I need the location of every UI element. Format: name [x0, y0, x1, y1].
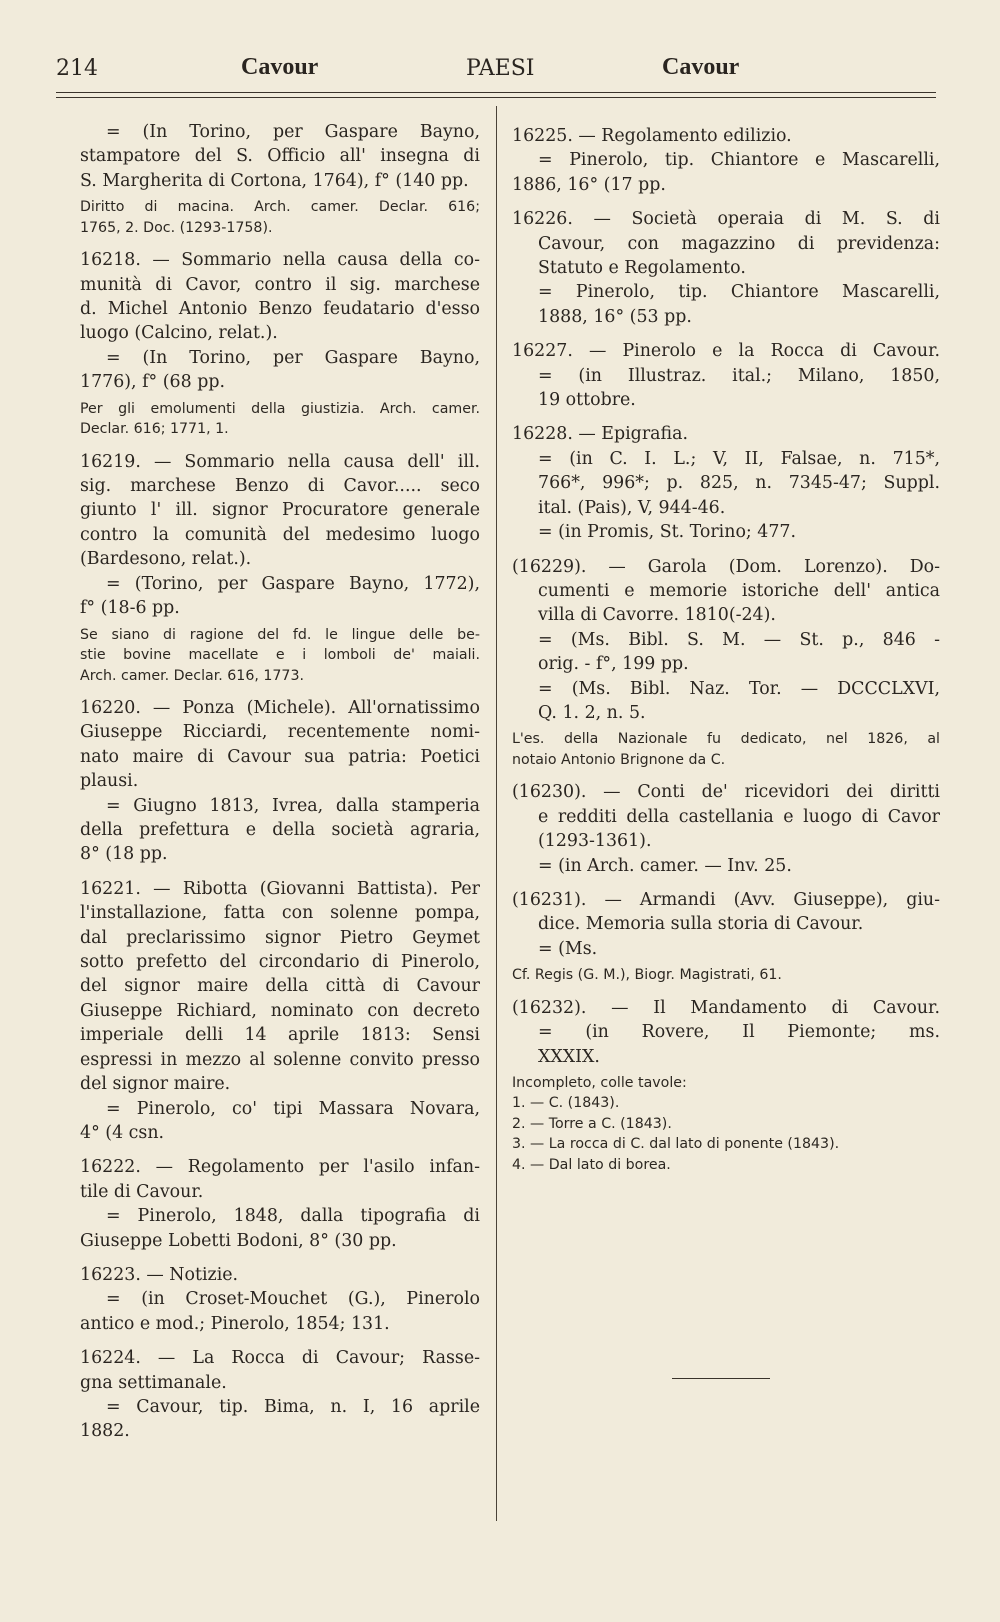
spacer — [80, 238, 480, 248]
text-line: imperiale delli 14 aprile 1813: Sensi — [80, 1025, 480, 1046]
text-line: 16222. — Regolamento per l'asilo infan- — [80, 1157, 480, 1178]
text-line: 16221. — Ribotta (Giovanni Battista). Per — [80, 878, 480, 899]
note-line: 1765, 2. Doc. (1293-1758). — [80, 219, 273, 236]
text-line: plausi. — [80, 771, 139, 792]
text-line: Statuto e Regolamento. — [538, 258, 746, 279]
text-line: = Pinerolo, co' tipi Massara Novara, — [106, 1098, 480, 1119]
text-line: S. Margherita di Cortona, 1764), f° (140 pp. — [80, 170, 469, 191]
text-line: 16219. — Sommario nella causa dell' ill. — [80, 451, 480, 472]
spacer — [512, 412, 940, 422]
text-line: contro la comunità del medesimo luogo — [80, 524, 480, 545]
text-line: = Pinerolo, 1848, dalla tipografia di — [106, 1206, 480, 1227]
text-line: 16218. — Sommario nella causa della co- — [80, 250, 480, 271]
text-line: ital. (Pais), V, 944-46. — [538, 497, 726, 518]
text-line: del signor maire. — [80, 1074, 231, 1095]
text-line: del signor maire della città di Cavour — [80, 976, 480, 997]
text-line: 8° (18 pp. — [80, 844, 168, 865]
spacer — [80, 440, 480, 450]
text-line: orig. - f°, 199 pp. — [538, 654, 689, 675]
spacer — [512, 878, 940, 888]
text-line: villa di Cavorre. 1810(-24). — [538, 605, 776, 626]
text-line: giunto l' ill. signor Procuratore generale — [80, 500, 480, 521]
text-line: 766*, 996*; p. 825, n. 7345-47; Suppl. — [538, 473, 940, 494]
note-line: L'es. della Nazionale fu dedicato, nel 1826, al — [512, 731, 940, 748]
text-line: (Bardesono, relat.). — [80, 549, 252, 570]
note-line: Per gli emolumenti della giustizia. Arch. camer. — [80, 400, 480, 417]
text-line: = (In Torino, per Gaspare Bayno, — [106, 347, 480, 368]
spacer — [512, 197, 940, 207]
note-line: 1. — C. (1843). — [512, 1095, 620, 1112]
spacer — [80, 1336, 480, 1346]
text-line: Giuseppe Richiard, nominato con decreto — [80, 1000, 480, 1021]
note-line: notaio Antonio Brignone da C. — [512, 751, 726, 768]
header-rule-top — [56, 92, 936, 93]
text-line: l'installazione, fatta con solenne pompa, — [80, 903, 480, 924]
text-line: nato maire di Cavour sua patria: Poetici — [80, 746, 480, 767]
spacer — [80, 1253, 480, 1263]
text-line: 1886, 16° (17 pp. — [512, 174, 666, 195]
note-line: 3. — La rocca di C. dal lato di ponente (1843). — [512, 1136, 840, 1153]
text-line: = (in Croset-Mouchet (G.), Pinerolo — [106, 1289, 480, 1310]
text-line: gna settimanale. — [80, 1372, 227, 1393]
text-line: sotto prefetto del circondario di Pinerolo, — [80, 952, 480, 973]
note-line: 4. — Dal lato di borea. — [512, 1156, 671, 1173]
text-line: 16225. — Regolamento edilizio. — [512, 126, 792, 146]
text-line: munità di Cavor, contro il sig. marchese — [80, 274, 480, 295]
spacer — [512, 986, 940, 996]
text-line: = (in C. I. L.; V, II, Falsae, n. 715*, — [538, 448, 940, 469]
page-number: 214 — [56, 56, 98, 81]
spacer — [512, 545, 940, 555]
text-line: 19 ottobre. — [538, 390, 636, 411]
text-line: 16227. — Pinerolo e la Rocca di Cavour. — [512, 341, 940, 362]
text-line: 16228. — Epigrafia. — [512, 424, 688, 445]
text-line: d. Michel Antonio Benzo feudatario d'esso — [80, 299, 480, 320]
text-line: luogo (Calcino, relat.). — [80, 323, 278, 344]
text-line: (16230). — Conti de' ricevidori dei diritti — [512, 782, 940, 803]
text-line: 16220. — Ponza (Michele). All'ornatissimo — [80, 698, 480, 718]
text-line: espressi in mezzo al solenne convito presso — [80, 1049, 480, 1070]
text-line: (16232). — Il Mandamento di Cavour. — [512, 997, 940, 1018]
text-line: dice. Memoria sulla storia di Cavour. — [538, 914, 864, 935]
spacer — [80, 1145, 480, 1155]
section-title: PAESI — [466, 56, 535, 81]
text-line: Q. 1. 2, n. 5. — [538, 702, 646, 723]
text-line: = Pinerolo, tip. Chiantore e Mascarelli, — [538, 150, 940, 171]
text-line: = Cavour, tip. Bima, n. I, 16 aprile — [106, 1396, 480, 1417]
text-line: (16231). — Armandi (Avv. Giuseppe), giu- — [512, 889, 940, 910]
text-line: = Giugno 1813, Ivrea, dalla stamperia — [106, 795, 480, 816]
spacer — [80, 867, 480, 877]
text-line: = (Ms. — [538, 938, 598, 959]
text-line: = (in Arch. camer. — Inv. 25. — [538, 855, 792, 876]
text-line: = (Ms. Bibl. Naz. Tor. — DCCCLXVI, — [538, 678, 940, 699]
running-title-right: Cavour — [662, 54, 740, 80]
end-rule — [672, 1378, 770, 1379]
text-line: 16224. — La Rocca di Cavour; Rasse- — [80, 1348, 480, 1369]
text-line: Giuseppe Lobetti Bodoni, 8° (30 pp. — [80, 1230, 397, 1251]
text-line: 4° (4 csn. — [80, 1122, 165, 1143]
text-line: 1776), f° (68 pp. — [80, 372, 225, 393]
text-line: tile di Cavour. — [80, 1181, 204, 1202]
text-line: (16229). — Garola (Dom. Lorenzo). Do- — [512, 556, 940, 577]
text-line: 1882. — [80, 1421, 130, 1442]
text-line: (1293-1361). — [538, 831, 652, 852]
text-line: antico e mod.; Pinerolo, 1854; 131. — [80, 1313, 390, 1334]
text-line: Giuseppe Ricciardi, recentemente nomi- — [80, 722, 480, 743]
text-line: = (Ms. Bibl. S. M. — St. p., 846 - — [538, 629, 940, 650]
spacer — [512, 770, 940, 780]
text-line: = (In Torino, per Gaspare Bayno, — [106, 122, 480, 142]
text-line: = (in Promis, St. Torino; 477. — [538, 522, 797, 543]
text-line: 16223. — Notizie. — [80, 1264, 239, 1285]
text-line: cumenti e memorie istoriche dell' antica — [538, 580, 940, 601]
running-title-left: Cavour — [241, 54, 319, 80]
text-line: 1888, 16° (53 pp. — [538, 306, 692, 327]
note-line: Diritto di macina. Arch. camer. Declar. 616; — [80, 199, 480, 216]
note-line: Arch. camer. Declar. 616, 1773. — [80, 667, 304, 684]
text-line: = (in Rovere, Il Piemonte; ms. — [538, 1022, 940, 1043]
note-line: 2. — Torre a C. (1843). — [512, 1115, 672, 1132]
spacer — [512, 329, 940, 339]
note-line: stie bovine macellate e i lomboli de' maiali. — [80, 647, 480, 663]
note-line: Se siano di ragione del fd. le lingue delle be- — [80, 626, 480, 643]
note-line: Incompleto, colle tavole: — [512, 1074, 687, 1091]
left-column — [80, 120, 480, 1444]
text-line: 16226. — Società operaia di M. S. di — [512, 209, 940, 230]
text-line: = (Torino, per Gaspare Bayno, 1772), — [106, 573, 480, 594]
spacer — [80, 686, 480, 696]
right-column — [512, 124, 940, 1175]
note-line: Declar. 616; 1771, 1. — [80, 421, 229, 438]
page-header — [56, 52, 936, 92]
text-line: e redditi della castellania e luogo di Cavor — [538, 806, 940, 827]
text-line: Cavour, con magazzino di previdenza: — [538, 233, 940, 254]
note-line: Cf. Regis (G. M.), Biogr. Magistrati, 61. — [512, 967, 782, 984]
text-line: f° (18-6 pp. — [80, 598, 180, 619]
header-rule-bottom — [56, 97, 936, 98]
text-line: XXXIX. — [538, 1046, 600, 1067]
text-line: della prefettura e della società agraria, — [80, 820, 480, 841]
text-line: = Pinerolo, tip. Chiantore Mascarelli, — [538, 282, 940, 303]
text-line: dal preclarissimo signor Pietro Geymet — [80, 927, 480, 948]
column-divider — [496, 106, 497, 1521]
text-line: stampatore del S. Officio all' insegna di — [80, 146, 480, 167]
text-line: sig. marchese Benzo di Cavor..... seco — [80, 476, 480, 497]
text-line: = (in Illustraz. ital.; Milano, 1850, — [538, 365, 940, 386]
